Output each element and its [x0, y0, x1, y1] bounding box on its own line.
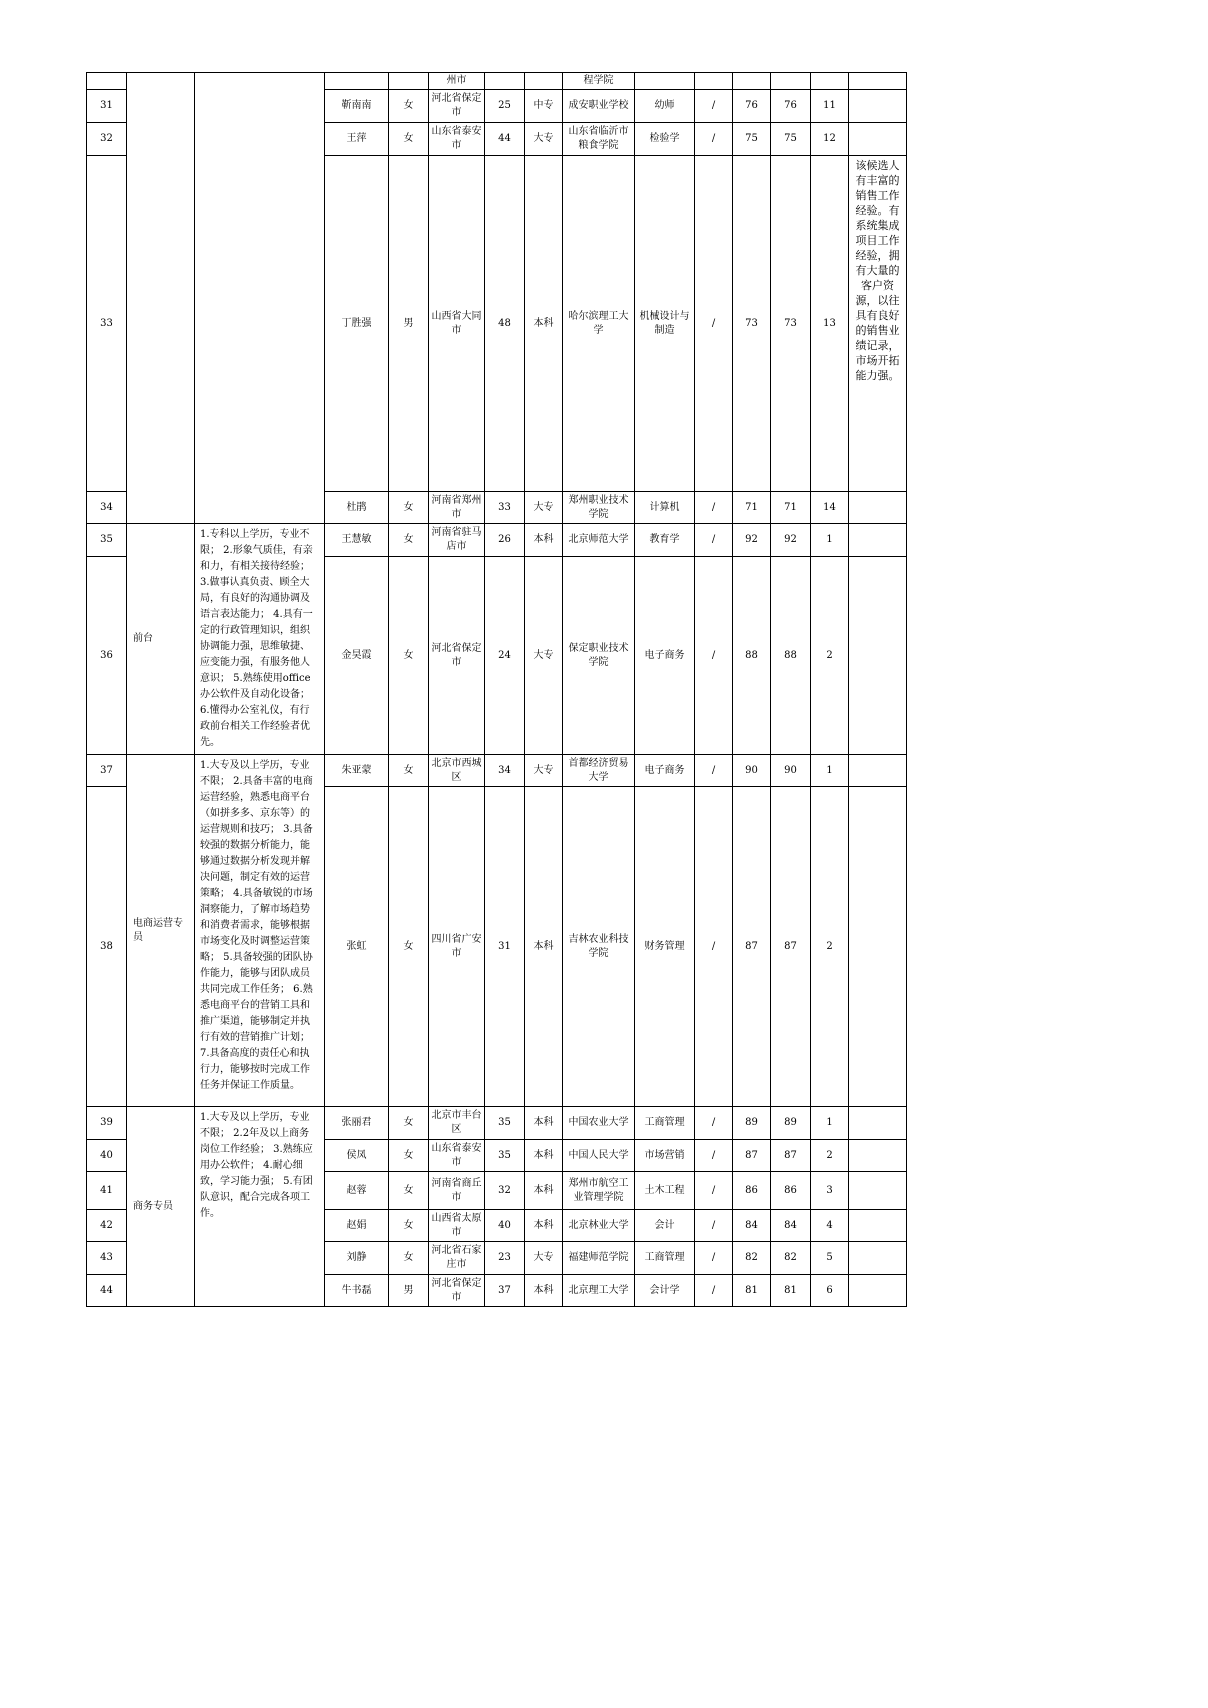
cell-gender: 女: [389, 1140, 429, 1172]
cell-gender: 女: [389, 755, 429, 787]
cell-age: 26: [485, 524, 525, 557]
table-row: [87, 1107, 907, 1140]
cell-edu: 大专: [525, 755, 563, 787]
cell-major: 会计学: [635, 1275, 695, 1307]
cell-remark: [849, 1172, 907, 1210]
cell-remark: [849, 1275, 907, 1307]
cell-school: 吉林农业科技学院: [563, 787, 635, 1107]
cell-name: [325, 73, 389, 90]
cell-no: 37: [87, 755, 127, 787]
cell-gender: 男: [389, 156, 429, 492]
cell-major: 市场营销: [635, 1140, 695, 1172]
cell-school: 程学院: [563, 73, 635, 90]
cell-gender: 女: [389, 524, 429, 557]
cell-remark: [849, 524, 907, 557]
cell-place: 河北省保定市: [429, 90, 485, 123]
cell-name: 丁胜强: [325, 156, 389, 492]
cell-score-2: 92: [771, 524, 811, 557]
cell-place: 山西省大同市: [429, 156, 485, 492]
cell-rank: 14: [811, 492, 849, 524]
cell-score-2: 90: [771, 755, 811, 787]
cell-post: 前台: [127, 524, 195, 755]
cell-place: 山西省太原市: [429, 1210, 485, 1242]
cell-slash: /: [695, 90, 733, 123]
cell-remark: [849, 123, 907, 156]
cell-remark: [849, 1140, 907, 1172]
cell-score-2: 87: [771, 1140, 811, 1172]
cell-place: 河北省保定市: [429, 557, 485, 755]
cell-rank: 6: [811, 1275, 849, 1307]
cell-slash: /: [695, 492, 733, 524]
cell-gender: 男: [389, 1275, 429, 1307]
cell-school: 山东省临沂市粮食学院: [563, 123, 635, 156]
cell-score-2: 71: [771, 492, 811, 524]
cell-age: 44: [485, 123, 525, 156]
cell-rank: 1: [811, 524, 849, 557]
cell-edu: 本科: [525, 1172, 563, 1210]
cell-slash: /: [695, 1210, 733, 1242]
cell-name: 王慧敏: [325, 524, 389, 557]
table-row: [87, 524, 907, 557]
cell-score-1: 88: [733, 557, 771, 755]
cell-slash: /: [695, 1107, 733, 1140]
cell-score-2: 84: [771, 1210, 811, 1242]
cell-place: 河北省保定市: [429, 1275, 485, 1307]
cell-remark: [849, 1242, 907, 1275]
cell-rank: 11: [811, 90, 849, 123]
cell-name: 张丽君: [325, 1107, 389, 1140]
cell-major: 工商管理: [635, 1242, 695, 1275]
cell-edu: 大专: [525, 492, 563, 524]
cell-rank: 4: [811, 1210, 849, 1242]
cell-name: 侯凤: [325, 1140, 389, 1172]
cell-place: 北京市丰台区: [429, 1107, 485, 1140]
cell-gender: 女: [389, 1107, 429, 1140]
cell-no: 35: [87, 524, 127, 557]
cell-no: 38: [87, 787, 127, 1107]
cell-slash: /: [695, 524, 733, 557]
cell-school: 福建师范学院: [563, 1242, 635, 1275]
cell-major: 工商管理: [635, 1107, 695, 1140]
cell-slash: /: [695, 1172, 733, 1210]
cell-score-2: 86: [771, 1172, 811, 1210]
cell-no: 34: [87, 492, 127, 524]
cell-requirements: 1.专科以上学历，专业不限； 2.形象气质佳，有亲和力，有相关接待经验； 3.做事认真负责、顾全大局，有良好的沟通协调及语言表达能力； 4.具有一定的行政管理知识，组织协调能力强，思维敏捷、应变能力强，有服务他人意识； 5.熟练使用office办公软件及自动化设备； 6.懂得办公室礼仪，有行政前台相关工作经验者优先。: [195, 524, 325, 755]
cell-no: 31: [87, 90, 127, 123]
cell-score-2: [771, 73, 811, 90]
cell-remark: [849, 492, 907, 524]
cell-name: 杜鹃: [325, 492, 389, 524]
cell-name: 牛书磊: [325, 1275, 389, 1307]
cell-remark: [849, 90, 907, 123]
cell-major: 检验学: [635, 123, 695, 156]
cell-major: 土木工程: [635, 1172, 695, 1210]
cell-score-1: 87: [733, 1140, 771, 1172]
cell-age: 35: [485, 1107, 525, 1140]
cell-school: 郑州市航空工业管理学院: [563, 1172, 635, 1210]
cell-score-2: 88: [771, 557, 811, 755]
cell-no: [87, 73, 127, 90]
cell-name: 金昊霞: [325, 557, 389, 755]
cell-requirements: 1.大专及以上学历，专业不限； 2.2年及以上商务岗位工作经验； 3.熟练应用办公软件； 4.耐心细致，学习能力强； 5.有团队意识，配合完成各项工作。: [195, 1107, 325, 1307]
cell-major: 电子商务: [635, 557, 695, 755]
cell-age: 23: [485, 1242, 525, 1275]
cell-name: 靳南南: [325, 90, 389, 123]
cell-gender: 女: [389, 1242, 429, 1275]
cell-score-1: 87: [733, 787, 771, 1107]
cell-rank: 12: [811, 123, 849, 156]
cell-age: 25: [485, 90, 525, 123]
cell-name: 朱亚蒙: [325, 755, 389, 787]
cell-rank: 1: [811, 1107, 849, 1140]
cell-score-2: 82: [771, 1242, 811, 1275]
candidate-table: [86, 72, 907, 1307]
cell-edu: 本科: [525, 1275, 563, 1307]
cell-school: 北京林业大学: [563, 1210, 635, 1242]
cell-gender: 女: [389, 123, 429, 156]
cell-slash: /: [695, 123, 733, 156]
cell-gender: 女: [389, 787, 429, 1107]
cell-name: 王萍: [325, 123, 389, 156]
cell-rank: 2: [811, 787, 849, 1107]
cell-requirements: 1.大专及以上学历，专业不限； 2.具备丰富的电商运营经验，熟悉电商平台（如拼多多、京东等）的运营规则和技巧； 3.具备较强的数据分析能力，能够通过数据分析发现并解决问题，制定有效的运营策略； 4.具备敏锐的市场洞察能力，了解市场趋势和消费者需求，能够根据市场变化及时调整运营策略； 5.具备较强的团队协作能力，能够与团队成员共同完成工作任务； 6.熟悉电商平台的营销工具和推广渠道，能够制定并执行有效的营销推广计划； 7.具备高度的责任心和执行力，能够按时完成工作任务并保证工作质量。: [195, 755, 325, 1107]
cell-age: [485, 73, 525, 90]
cell-score-1: 90: [733, 755, 771, 787]
cell-edu: 本科: [525, 1210, 563, 1242]
cell-no: 39: [87, 1107, 127, 1140]
cell-name: 刘静: [325, 1242, 389, 1275]
cell-no: 33: [87, 156, 127, 492]
cell-place: 河南省郑州市: [429, 492, 485, 524]
cell-gender: 女: [389, 1210, 429, 1242]
cell-post: 商务专员: [127, 1107, 195, 1307]
cell-no: 32: [87, 123, 127, 156]
cell-remark: [849, 1107, 907, 1140]
cell-name: 张虹: [325, 787, 389, 1107]
cell-slash: /: [695, 1275, 733, 1307]
cell-major: [635, 73, 695, 90]
cell-gender: 女: [389, 90, 429, 123]
cell-school: 首都经济贸易大学: [563, 755, 635, 787]
cell-score-2: 87: [771, 787, 811, 1107]
cell-remark: [849, 1210, 907, 1242]
cell-age: 40: [485, 1210, 525, 1242]
cell-major: 会计: [635, 1210, 695, 1242]
cell-score-1: 73: [733, 156, 771, 492]
cell-school: 中国农业大学: [563, 1107, 635, 1140]
cell-rank: 2: [811, 1140, 849, 1172]
cell-score-1: [733, 73, 771, 90]
cell-edu: 本科: [525, 787, 563, 1107]
cell-age: 35: [485, 1140, 525, 1172]
cell-score-1: 82: [733, 1242, 771, 1275]
cell-score-2: 76: [771, 90, 811, 123]
cell-edu: 大专: [525, 123, 563, 156]
cell-age: 33: [485, 492, 525, 524]
cell-gender: [389, 73, 429, 90]
cell-requirements: [195, 73, 325, 524]
cell-slash: [695, 73, 733, 90]
cell-score-1: 71: [733, 492, 771, 524]
cell-rank: 13: [811, 156, 849, 492]
cell-rank: 5: [811, 1242, 849, 1275]
cell-edu: [525, 73, 563, 90]
cell-score-1: 86: [733, 1172, 771, 1210]
cell-score-2: 73: [771, 156, 811, 492]
cell-age: 32: [485, 1172, 525, 1210]
cell-no: 41: [87, 1172, 127, 1210]
cell-no: 43: [87, 1242, 127, 1275]
cell-school: 中国人民大学: [563, 1140, 635, 1172]
cell-gender: 女: [389, 492, 429, 524]
cell-post: [127, 73, 195, 524]
cell-score-2: 89: [771, 1107, 811, 1140]
cell-name: 赵蓉: [325, 1172, 389, 1210]
cell-name: 赵娟: [325, 1210, 389, 1242]
cell-school: 郑州职业技术学院: [563, 492, 635, 524]
cell-age: 37: [485, 1275, 525, 1307]
cell-edu: 大专: [525, 557, 563, 755]
table-row: [87, 755, 907, 787]
cell-major: 财务管理: [635, 787, 695, 1107]
cell-score-1: 92: [733, 524, 771, 557]
cell-edu: 本科: [525, 156, 563, 492]
cell-slash: /: [695, 1140, 733, 1172]
cell-place: 河北省石家庄市: [429, 1242, 485, 1275]
cell-rank: 1: [811, 755, 849, 787]
cell-rank: [811, 73, 849, 90]
cell-no: 40: [87, 1140, 127, 1172]
cell-no: 44: [87, 1275, 127, 1307]
cell-major: 教育学: [635, 524, 695, 557]
cell-school: 北京理工大学: [563, 1275, 635, 1307]
cell-slash: /: [695, 1242, 733, 1275]
cell-age: 48: [485, 156, 525, 492]
cell-slash: /: [695, 557, 733, 755]
cell-place: 河南省商丘市: [429, 1172, 485, 1210]
cell-remark: [849, 73, 907, 90]
cell-place: 河南省驻马店市: [429, 524, 485, 557]
cell-school: 哈尔滨理工大学: [563, 156, 635, 492]
cell-gender: 女: [389, 1172, 429, 1210]
cell-school: 成安职业学校: [563, 90, 635, 123]
cell-major: 幼师: [635, 90, 695, 123]
cell-score-1: 89: [733, 1107, 771, 1140]
cell-score-1: 76: [733, 90, 771, 123]
cell-score-2: 81: [771, 1275, 811, 1307]
cell-no: 36: [87, 557, 127, 755]
cell-place: 山东省泰安市: [429, 123, 485, 156]
cell-slash: /: [695, 787, 733, 1107]
cell-edu: 本科: [525, 1107, 563, 1140]
cell-score-2: 75: [771, 123, 811, 156]
cell-major: 计算机: [635, 492, 695, 524]
cell-remark: [849, 787, 907, 1107]
cell-score-1: 81: [733, 1275, 771, 1307]
cell-age: 24: [485, 557, 525, 755]
cell-slash: /: [695, 156, 733, 492]
cell-edu: 中专: [525, 90, 563, 123]
cell-remark: [849, 557, 907, 755]
cell-place: 北京市西城区: [429, 755, 485, 787]
cell-edu: 本科: [525, 524, 563, 557]
cell-rank: 2: [811, 557, 849, 755]
cell-age: 31: [485, 787, 525, 1107]
cell-gender: 女: [389, 557, 429, 755]
cell-remark: 该候选人有丰富的销售工作经验。有系统集成项目工作经验，拥有大量的客户资源，以往具有良好的销售业绩记录，市场开拓能力强。: [849, 156, 907, 492]
cell-edu: 本科: [525, 1140, 563, 1172]
cell-no: 42: [87, 1210, 127, 1242]
cell-rank: 3: [811, 1172, 849, 1210]
cell-major: 机械设计与制造: [635, 156, 695, 492]
cell-edu: 大专: [525, 1242, 563, 1275]
cell-place: 州市: [429, 73, 485, 90]
cell-slash: /: [695, 755, 733, 787]
cell-place: 四川省广安市: [429, 787, 485, 1107]
cell-remark: [849, 755, 907, 787]
cell-school: 北京师范大学: [563, 524, 635, 557]
cell-post: 电商运营专员: [127, 755, 195, 1107]
cell-school: 保定职业技术学院: [563, 557, 635, 755]
table-row: [87, 73, 907, 90]
cell-place: 山东省泰安市: [429, 1140, 485, 1172]
cell-score-1: 75: [733, 123, 771, 156]
cell-score-1: 84: [733, 1210, 771, 1242]
cell-major: 电子商务: [635, 755, 695, 787]
cell-age: 34: [485, 755, 525, 787]
